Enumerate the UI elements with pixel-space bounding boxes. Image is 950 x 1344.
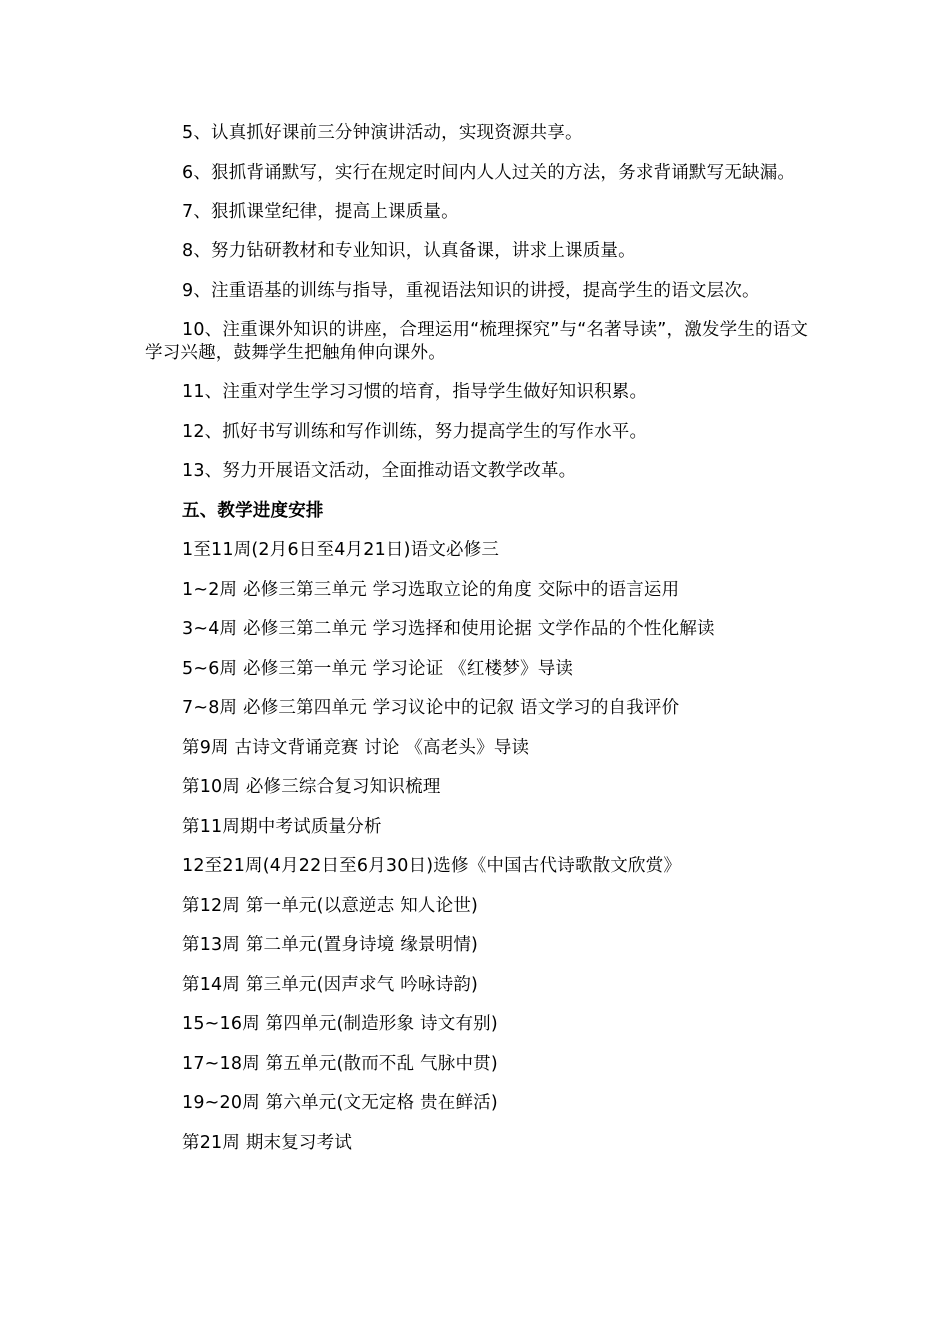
list-item: 7、狠抓课堂纪律，提高上课质量。 bbox=[182, 201, 459, 222]
list-item: 12、抓好书写训练和写作训练，努力提高学生的写作水平。 bbox=[182, 421, 648, 442]
list-item: 6、狠抓背诵默写，实行在规定时间内人人过关的方法，务求背诵默写无缺漏。 bbox=[182, 162, 796, 183]
list-item: 8、努力钻研教材和专业知识，认真备课，讲求上课质量。 bbox=[182, 241, 636, 261]
list-item: 5、认真抓好课前三分钟演讲活动，实现资源共享。 bbox=[182, 123, 583, 143]
list-item: 13、努力开展语文活动，全面推动语文教学改革。 bbox=[182, 461, 577, 481]
schedule-item: 第9周 古诗文背诵竞赛 讨论 《高老头》导读 bbox=[182, 737, 530, 758]
schedule-item: 第11周期中考试质量分析 bbox=[182, 816, 382, 837]
schedule-item: 5~6周 必修三第一单元 学习论证 《红楼梦》导读 bbox=[182, 658, 574, 679]
schedule-item: 1至11周(2月6日至4月21日)语文必修三 bbox=[182, 540, 500, 560]
section-heading: 五、教学进度安排 bbox=[182, 500, 324, 521]
list-item: 10、注重课外知识的讲座，合理运用“梳理探究”与“名著导读”，激发学生的语文学习兴趣，鼓舞学生把触角伸向课外。 bbox=[145, 320, 809, 363]
list-item: 11、注重对学生学习习惯的培育，指导学生做好知识积累。 bbox=[182, 382, 648, 402]
schedule-item: 3~4周 必修三第二单元 学习选择和使用论据 文学作品的个性化解读 bbox=[182, 619, 715, 639]
schedule-item: 第21周 期末复习考试 bbox=[182, 1132, 353, 1153]
schedule-item: 第10周 必修三综合复习知识梳理 bbox=[182, 777, 441, 797]
list-item: 9、注重语基的训练与指导，重视语法知识的讲授，提高学生的语文层次。 bbox=[182, 280, 760, 301]
schedule-item: 12至21周(4月22日至6月30日)选修《中国古代诗歌散文欣赏》 bbox=[182, 856, 682, 876]
schedule-item: 第12周 第一单元(以意逆志 知人论世) bbox=[182, 895, 479, 916]
document-body bbox=[145, 122, 810, 1171]
schedule-item: 1~2周 必修三第三单元 学习选取立论的角度 交际中的语言运用 bbox=[182, 579, 680, 600]
schedule-item: 第14周 第三单元(因声求气 吟咏诗韵) bbox=[182, 974, 479, 995]
schedule-item: 15~16周 第四单元(制造形象 诗文有别) bbox=[182, 1014, 498, 1034]
schedule-item: 第13周 第二单元(置身诗境 缘景明情) bbox=[182, 935, 479, 955]
schedule-item: 7~8周 必修三第四单元 学习议论中的记叙 语文学习的自我评价 bbox=[182, 698, 680, 718]
schedule-item: 17~18周 第五单元(散而不乱 气脉中贯) bbox=[182, 1053, 498, 1074]
schedule-item: 19~20周 第六单元(文无定格 贵在鲜活) bbox=[182, 1093, 498, 1113]
